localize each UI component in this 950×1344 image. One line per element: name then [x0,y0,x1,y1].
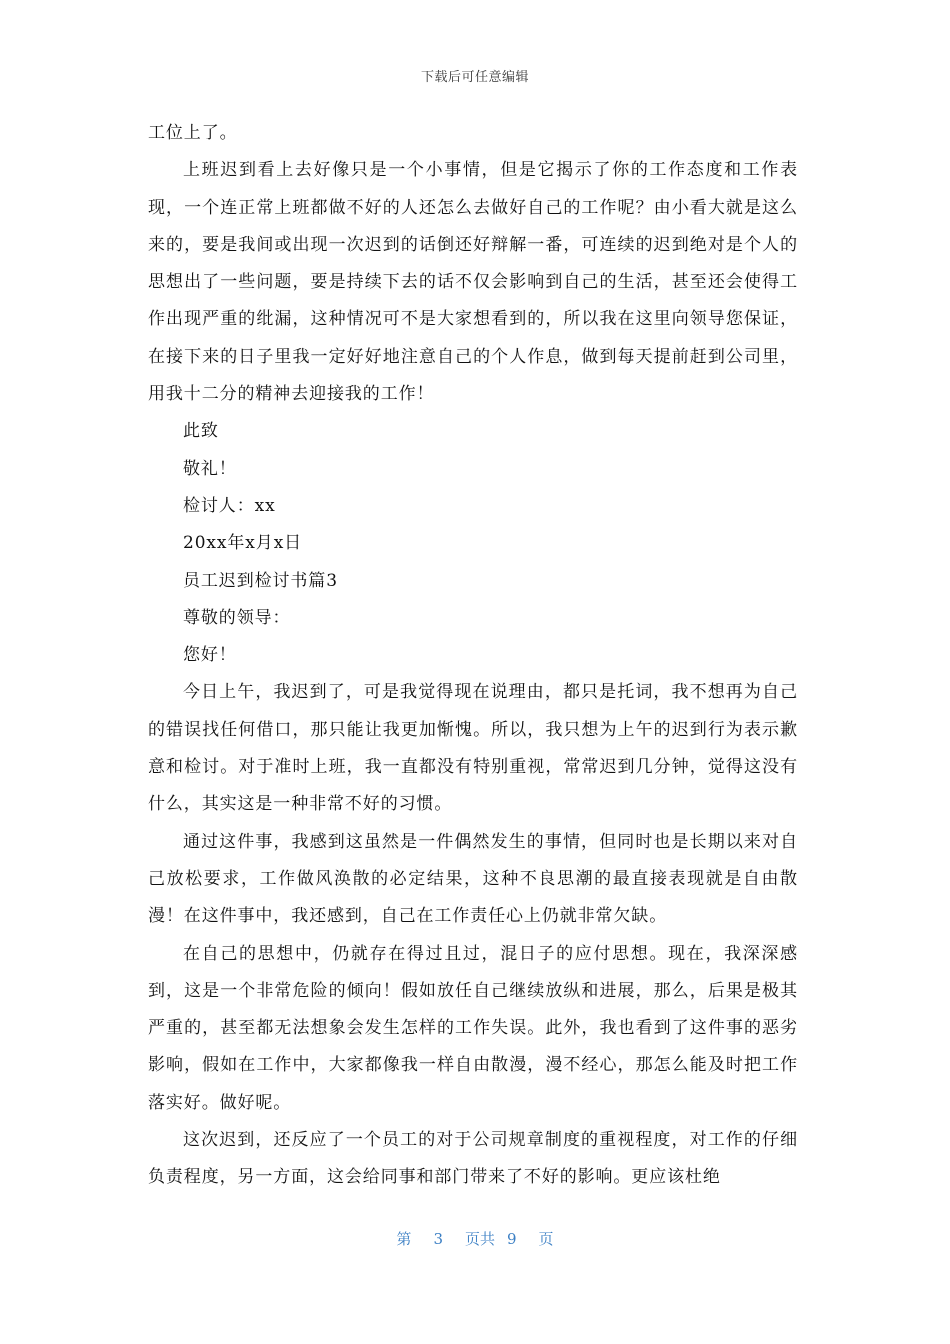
paragraph-1: 工位上了。 [148,123,238,143]
header-note: 下载后可任意编辑 [420,70,529,85]
greeting-recipient: 尊敬的领导： [183,607,291,628]
paragraph-6: 这次迟到，还反应了一个员工的对于公司规章制度的重视程度，对工作的仔细负责程度，另一方面，这会给同事和部门带来了不好的影响。更应该杜绝 [148,1130,798,1188]
paragraph-4: 通过这件事，我感到这虽然是一件偶然发生的事情，但同时也是长期以来对自己放松要求，工作做风涣散的必定结果，这种不良思潮的最直接表现就是自由散漫！在这件事中，我还感到，自己在工作责任心上仍就非常欠缺。 [148,831,798,927]
closing-regards: 敬礼！ [183,458,237,479]
page-footer [0,1228,950,1249]
paragraph-2: 上班迟到看上去好像只是一个小事情，但是它揭示了你的工作态度和工作表现，一个连正常上班都做不好的人还怎么去做好自己的工作呢？由小看大就是这么来的，要是我间或出现一次迟到的话倒还好辩解一番，可连续的迟到绝对是个人的思想出了一些问题，要是持续下去的话不仅会影响到自己的生活，甚至还会使得工作出现严重的纰漏，这种情况可不是大家想看到的，所以我在这里向领导您保证，在接下来的日子里我一定好好地注意自己的个人作息，做到每天提前赶到公司里，用我十二分的精神去迎接我的工作！ [148,160,798,405]
section-heading: 员工迟到检讨书篇3 [183,570,338,591]
date-line: 20xx年x月x日 [183,533,303,554]
signature-line: 检讨人：xx [183,495,276,516]
paragraph-3: 今日上午，我迟到了，可是我觉得现在说理由，都只是托词，我不想再为自己的错误找任何借口，那只能让我更加惭愧。所以，我只想为上午的迟到行为表示歉意和检讨。对于准时上班，我一直都没有特别重视，常常迟到几分钟，觉得这没有什么，其实这是一种非常不好的习惯。 [148,682,798,815]
closing-salutation: 此致 [183,421,219,442]
page-prefix: 第 [396,1230,412,1248]
page-suffix: 页 [538,1230,554,1248]
current-page-number: 3 [433,1230,443,1248]
page-mid: 页共 [464,1230,495,1248]
paragraph-5: 在自己的思想中，仍就存在得过且过，混日子的应付思想。现在，我深深感到，这是一个非常危险的倾向！假如放任自己继续放纵和进展，那么，后果是极其严重的，甚至都无法想象会发生怎样的工作失误。此外，我也看到了这件事的恶劣影响，假如在工作中，大家都像我一样自由散漫，漫不经心，那怎么能及时把工作落实好。做好呢。 [148,943,798,1113]
total-pages-number: 9 [507,1230,517,1248]
greeting-hello: 您好！ [183,645,237,666]
document-body [148,115,798,1197]
